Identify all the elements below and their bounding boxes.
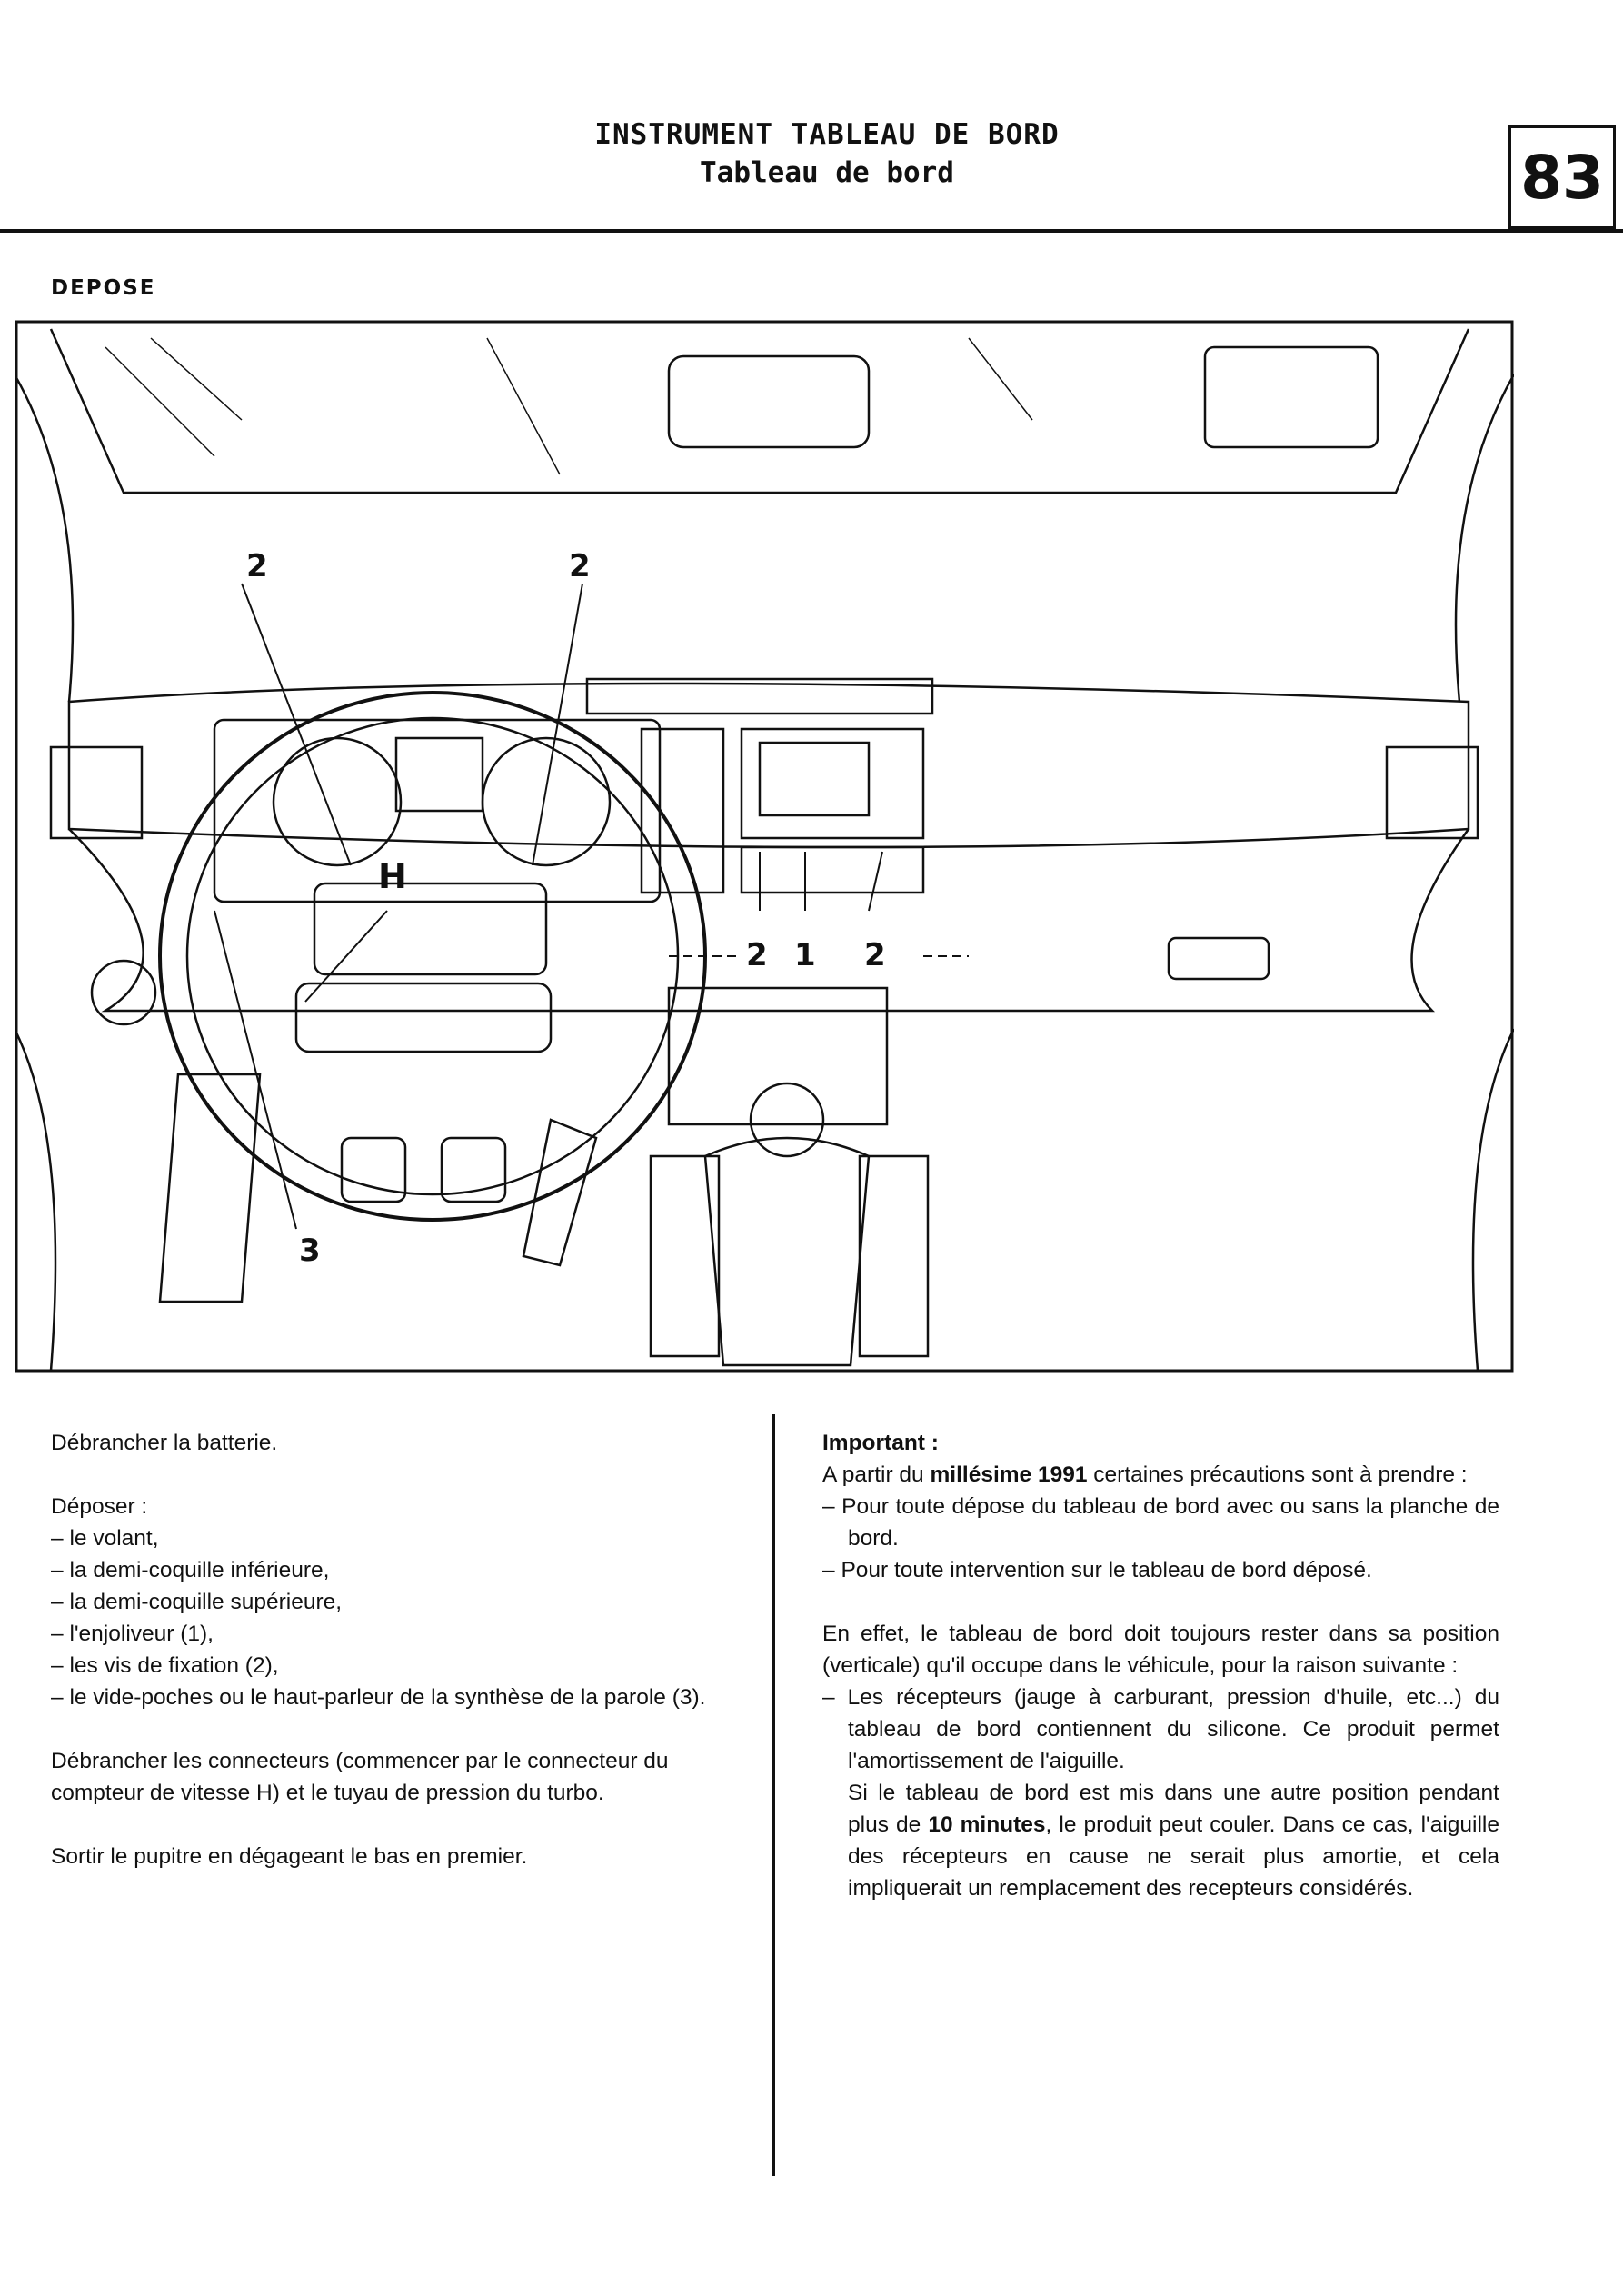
page-number: 83 xyxy=(1520,142,1604,213)
section-title: INSTRUMENT TABLEAU DE BORD xyxy=(594,118,1060,151)
sun-visor-right xyxy=(1205,347,1378,447)
right-seat-switches xyxy=(860,1156,928,1356)
list-item: – Les récepteurs (jauge à carburant, pression d'huile, etc...) du tableau de bord contiennent du silicone. Ce produit permet l'amortissement de l'aiguille. xyxy=(822,1685,1499,1773)
list-item: – Pour toute dépose du tableau de bord avec ou sans la planche de bord. xyxy=(822,1494,1500,1551)
callout-2-console-left: 2 xyxy=(746,937,768,973)
left-pillar xyxy=(15,374,73,702)
left-column xyxy=(51,1427,723,1872)
left-vent xyxy=(51,747,142,838)
list-item: – Pour toute intervention sur le tableau de bord déposé. xyxy=(822,1558,1372,1582)
list-item: – les vis de fixation (2), xyxy=(51,1653,279,1678)
remove-heading: Déposer : xyxy=(51,1494,148,1519)
callout-2-console-right: 2 xyxy=(864,937,886,973)
important-heading: Important : xyxy=(822,1431,939,1455)
mirror-adjust-knob xyxy=(92,961,155,1024)
dashboard-top xyxy=(69,684,1469,847)
cluster-display xyxy=(396,738,483,811)
dashboard-illustration xyxy=(15,320,1514,1373)
list-item: – le volant, xyxy=(51,1526,159,1551)
gear-knob xyxy=(751,1083,823,1156)
right-column xyxy=(822,1427,1499,1904)
tachometer xyxy=(274,738,401,865)
gear-boot xyxy=(705,1138,869,1365)
right-pillar xyxy=(1456,374,1514,702)
steering-hub xyxy=(314,883,546,974)
glove-box-handle xyxy=(1169,938,1269,979)
page-number-box xyxy=(1508,125,1616,229)
section-subtitle: Tableau de bord xyxy=(700,156,954,189)
callout-2-left: 2 xyxy=(246,548,268,584)
header-rule xyxy=(0,229,1623,233)
list-item: – le vide-poches ou le haut-parleur de la synthèse de la parole (3). xyxy=(51,1685,706,1710)
center-display xyxy=(742,729,923,838)
rear-mirror xyxy=(669,356,869,447)
warning-paragraph: Si le tableau de bord est mis dans une autre position pendant plus de 10 minutes, le produit peut couler. Dans ce cas, l'aiguille des récepteurs en cause ne serait plus amortie, et cela impliquerait un remplacement des recepteurs considérés. xyxy=(848,1781,1499,1901)
section-heading: DEPOSE xyxy=(51,276,156,300)
explanation-paragraph: En effet, le tableau de bord doit toujours rester dans sa position (verticale) qu'il occupe dans le véhicule, pour la raison suivante : xyxy=(822,1622,1499,1678)
speedometer xyxy=(483,738,610,865)
callout-3: 3 xyxy=(299,1233,321,1269)
list-item: – la demi-coquille supérieure, xyxy=(51,1590,343,1614)
battery-step: Débrancher la batterie. xyxy=(51,1431,278,1455)
remove-desk-step: Sortir le pupitre en dégageant le bas en premier. xyxy=(51,1844,528,1869)
callout-H: H xyxy=(378,856,407,896)
steering-wheel xyxy=(160,693,705,1220)
list-item: – l'enjoliveur (1), xyxy=(51,1622,214,1646)
callout-1: 1 xyxy=(794,937,816,973)
important-intro: A partir du millésime 1991 certaines précautions sont à prendre : xyxy=(822,1462,1468,1487)
list-item: – la demi-coquille inférieure, xyxy=(51,1558,330,1582)
windshield xyxy=(51,329,1469,493)
right-vent xyxy=(1387,747,1478,838)
callout-2-right: 2 xyxy=(569,548,591,584)
column-divider xyxy=(772,1414,775,2176)
connectors-step: Débrancher les connecteurs (commencer par le connecteur du compteur de vitesse H) et le tuyau de pression du turbo. xyxy=(51,1749,669,1805)
